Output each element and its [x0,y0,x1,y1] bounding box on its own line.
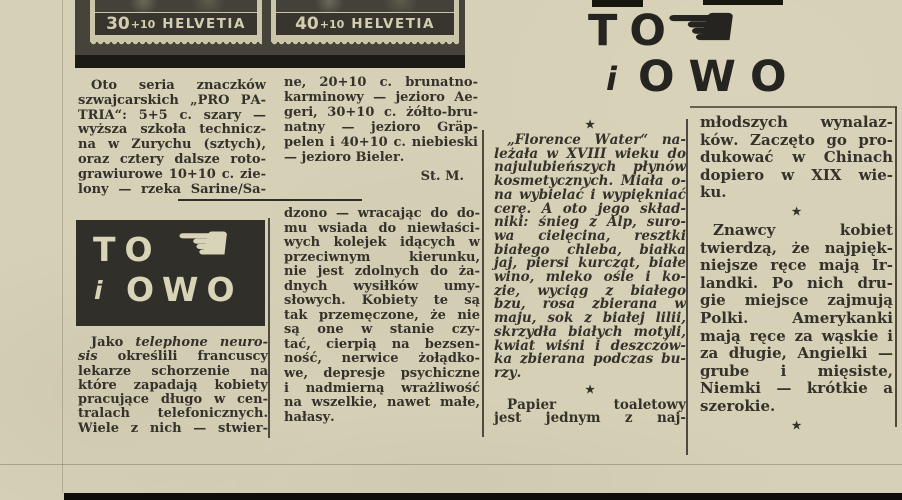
stamp-country: HELVETIA [162,16,246,32]
text-line: i nadmierną wrażliwość [284,380,480,396]
text-line: skrzydła białych motyli, [494,323,686,340]
text-line [78,350,268,364]
article-pro-patria-col1 [78,79,266,197]
text-line: gie miejsce zajmują [700,291,893,310]
separator-star: ★ [791,204,802,218]
article-telephone-neurosis-col2 [284,207,480,425]
text-segment: telephone neuro- [135,335,268,350]
stamp-country: HELVETIA [351,16,435,32]
text-line: leżała w XVIII wieku do [494,145,686,162]
text-line: wino, mleko ośle i ko- [494,269,686,286]
article-toilet-paper-and-hands [700,114,893,436]
text-line: dzono — wracając do do- [284,206,480,221]
text-line: lekarze schorzenie na [78,363,268,379]
text-line: karminowy — jezioro Ae- [284,89,478,105]
stamp-value: 40 [295,14,319,34]
article-florence-water [494,116,686,426]
column-border-right [895,107,897,427]
text-line: wyższa szkoła technicz- [78,122,266,138]
text-line: mają ręce za wąskie i [700,326,893,345]
text-line: są one w stanie czy- [284,322,480,338]
text-line: — jezioro Bieler. [284,149,405,165]
text-line: Papier toaletowy [507,396,686,413]
stamp-perforation [271,41,459,46]
text-line: grawiurowe 10+10 c. zie- [78,166,266,182]
text-segment: Jako [91,335,136,350]
text-line: kosmetycznych. Miała o- [494,173,686,190]
text-line: na w Zurychu (sztych), [78,137,266,153]
text-line: Polki. Amerykanki [700,308,893,327]
text-line: jest jednym z naj- [494,410,686,427]
text-line: kwiat wiśni i deszczów- [494,337,686,354]
text-line: dnych wysiłków umy- [284,278,480,294]
text-line: lony — rzeka Sarine/Sa- [78,181,266,197]
text-line: wa cielęcina, resztki [494,227,686,244]
stamp-surtax: +10 [130,17,156,31]
text-line: twierdzą, że najpięk- [700,238,893,257]
stamp-perforation [90,41,262,46]
towo-box-to: TO [93,230,162,269]
article-pro-patria-col2 [284,76,478,185]
text-line: pelen i 40+10 c. niebieski [284,134,478,150]
towo-box-owo: OWO [126,270,243,309]
stamp-value-band [95,12,257,35]
separator-star: ★ [585,118,595,131]
photo-bottom-shadow [75,55,465,68]
to-i-owo-box [76,214,265,326]
left-pointing-hand-icon: ☚ [662,0,741,62]
text-line: na wszelkie, nawet małe, [284,395,480,411]
stamp-30-helvetia [90,0,262,42]
text-line: za długie, Angielki — [700,344,893,363]
column-divider [268,218,270,438]
article-telephone-neurosis-col1 [78,336,268,436]
text-line: białego chleba, białka [494,241,686,258]
text-line: ków. Zaczęto go pro- [700,130,893,149]
towo-box-i: i [94,276,103,305]
text-line: „Florence Water“ na- [507,132,686,148]
text-line: najulubieńszych płynów [494,159,686,176]
text-line: słowych. Kobiety te są [284,293,480,309]
text-line: niki: śnieg z Alp, suro- [494,214,686,231]
text-line: które zapadają kobiety [78,377,268,393]
text-line: tralach telefonicznych. [78,406,268,422]
text-line: grube i mięsiste, [700,361,893,380]
text-line: młodszych wynalaz- [700,113,893,131]
author-signature: St. M. [420,169,464,185]
text-line: pracujące długo w cen- [78,392,268,408]
column-divider [686,119,688,455]
towo-header-i: i [606,60,617,98]
page-crease-line [0,464,902,465]
text-line: niejsze ręce mają Ir- [700,256,893,275]
text-line: geri, 30+10 c. żółto-bru- [284,104,478,120]
column-divider [482,130,484,437]
text-line: Oto seria znaczków [91,78,266,93]
separator-star: ★ [791,418,802,432]
text-line: natny — jezioro Gräp- [284,119,478,135]
text-line: zie, wyciąg z białego [494,282,686,299]
towo-header-to: TO [588,6,678,56]
separator-star: ★ [585,382,595,396]
text-line: Wiele z nich — stwier- [78,420,268,436]
text-line: nie jest zdolnych do ża- [284,264,480,280]
text-line: we, depresje psychiczne [284,366,480,382]
text-line: ność, nerwice żołądko- [284,351,480,367]
stamp-40-helvetia [271,0,459,42]
text-line: dukować w Chinach [700,148,893,167]
towo-header-owo: OWO [638,52,801,102]
left-pointing-hand-icon: ☚ [174,214,233,272]
text-line: Znawcy kobiet [713,220,893,239]
text-line [78,336,268,350]
text-segment: określili francuscy [97,349,268,365]
article-end-rule [178,199,362,201]
stamp-design [95,0,257,35]
text-line: landki. Po nich dru- [700,273,893,292]
stamp-value-band [276,12,454,35]
text-line: mu wsiada do niewłaści- [284,220,480,236]
text-line: przeciwnym kierunku, [284,249,480,265]
stamp-design [276,0,454,35]
text-line: Niemki — krótkie a [700,379,893,398]
text-line: jaj, piersi kurcząt, białe [494,255,686,272]
stamp-value: 30 [106,14,130,34]
text-line: TRIA“: 5+5 c. szary — [78,107,266,123]
text-line: maju, sok z białej lilii, [494,310,686,327]
bottom-black-bar [64,493,902,500]
text-line: szwajcarskich „PRO PA- [78,92,266,108]
text-line: wych kolejek idących w [284,235,480,251]
column-top-rule [690,106,897,108]
stamps-photo [75,0,465,68]
text-line: szerokie. [700,396,776,415]
text-line: hałasy. [284,409,335,425]
text-line: bzu, rosa zbierana w [494,296,686,313]
text-line: rzy. [494,364,522,381]
page-fold-line [62,0,63,493]
text-line: tak przemęczone, że nie [284,307,480,323]
text-segment: sis [78,349,98,365]
text-line: cerę. A oto jego skład- [494,200,686,217]
text-line: ka zbierana podczas bu- [494,351,686,368]
text-line: oraz cztery dalsze roto- [78,151,266,167]
stamp-surtax: +10 [319,17,345,31]
text-line: ku. [700,183,727,202]
text-line: ne, 20+10 c. brunatno- [284,75,478,90]
text-line: tać, cierpią na bezsen- [284,336,480,352]
text-line: dopiero w XIX wie- [700,165,893,184]
text-line: na wybielać i wypiękniać [494,186,686,203]
